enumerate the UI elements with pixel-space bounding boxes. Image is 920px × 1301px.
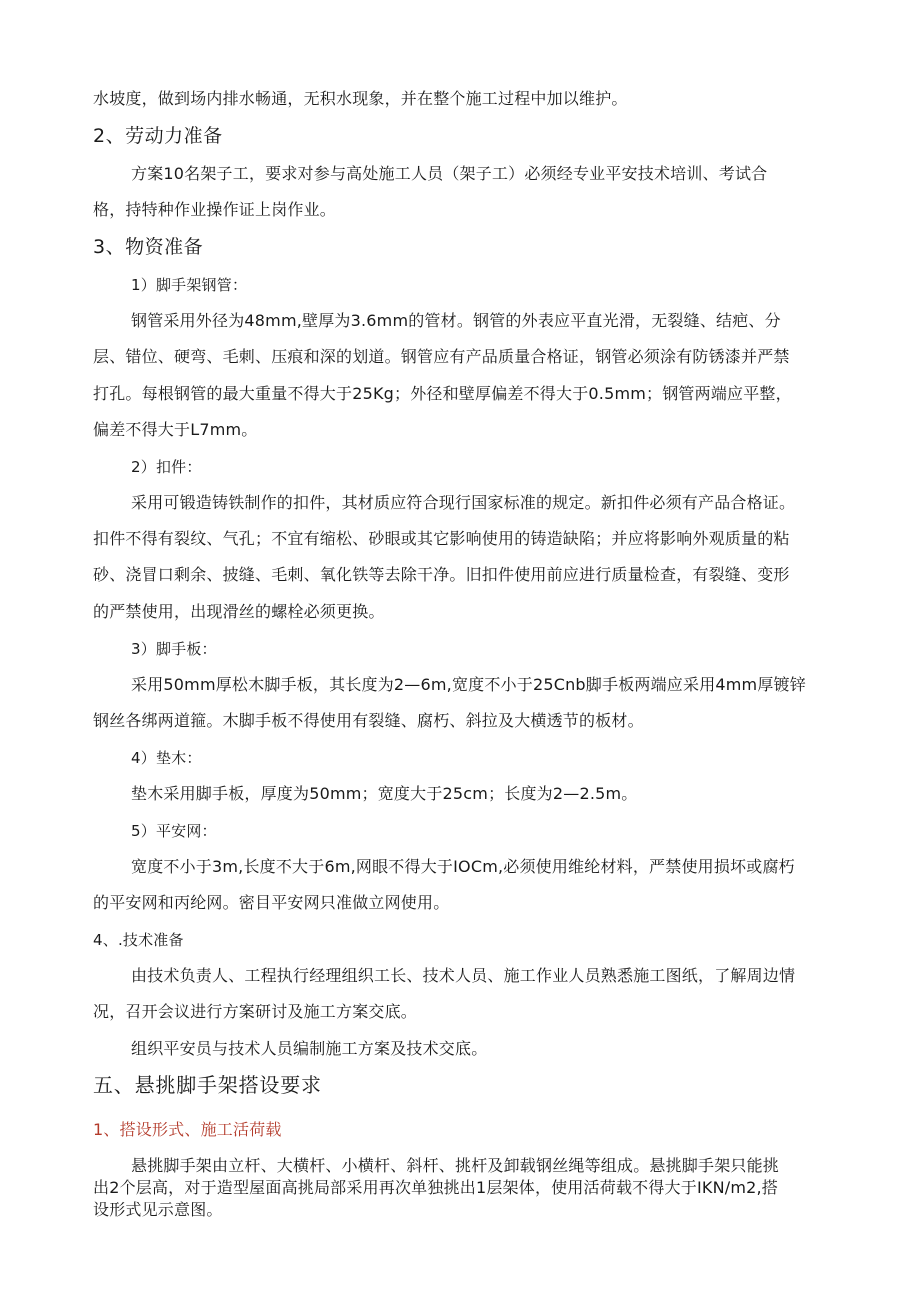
text-line: 设形式见示意图。 xyxy=(93,1200,223,1219)
text-line: 的平安网和丙纶网。密目平安网只准做立网使用。 xyxy=(93,893,450,912)
section-heading: 4、.技术准备 xyxy=(93,931,184,949)
text-line: 出2个层高，对于造型屋面高挑局部采用再次单独挑出1层架体，使用活荷载不得大于IKN∕m2,搭 xyxy=(93,1178,778,1197)
text-line: 组织平安员与技术人员编制施工方案及技术交底。 xyxy=(131,1039,488,1058)
text-line: 况，召开会议进行方案研讨及施工方案交底。 xyxy=(93,1002,418,1021)
subsection-label: 5）平安网： xyxy=(131,822,217,840)
text-line: 采用可锻造铸铁制作的扣件，其材质应符合现行国家标准的规定。新扣件必须有产品合格证。 xyxy=(131,493,796,512)
subsection-label: 2）扣件： xyxy=(131,458,202,476)
text-line: 砂、浇冒口剩余、披缝、毛刺、氧化铁等去除干净。旧扣件使用前应进行质量检查，有裂缝、变形 xyxy=(93,565,790,584)
subsection-heading: 1、搭设形式、施工活荷载 xyxy=(93,1120,282,1139)
section-heading: 3、物资准备 xyxy=(93,236,204,258)
text-line: 垫木采用脚手板，厚度为50mm；宽度大于25cm；长度为2—2.5m。 xyxy=(131,784,638,803)
text-line: 由技术负责人、工程执行经理组织工长、技术人员、施工作业人员熟悉施工图纸，了解周边情 xyxy=(131,966,796,985)
text-line: 采用50mm厚松木脚手板，其长度为2—6m,宽度不小于25Cnb脚手板两端应采用4mm厚镀锌 xyxy=(131,675,806,694)
text-line: 宽度不小于3m,长度不大于6m,网眼不得大于IOCm,必须使用维纶材料，严禁使用损坏或腐朽 xyxy=(131,857,795,876)
subsection-label: 3）脚手板： xyxy=(131,640,217,658)
text-line: 格，持特种作业操作证上岗作业。 xyxy=(93,200,337,219)
text-line: 偏差不得大于L7mm。 xyxy=(93,420,258,439)
text-line: 方案10名架子工，要求对参与高处施工人员（架子工）必须经专业平安技术培训、考试合 xyxy=(131,164,768,183)
text-line: 钢管采用外径为48mm,壁厚为3.6mm的管材。钢管的外表应平直光滑，无裂缝、结疤、分 xyxy=(131,311,781,330)
chapter-heading: 五、悬挑脚手架搭设要求 xyxy=(93,1073,322,1097)
text-line: 扣件不得有裂纹、气孔；不宜有缩松、砂眼或其它影响使用的铸造缺陷；并应将影响外观质量的粘 xyxy=(93,529,790,548)
text-line: 悬挑脚手架由立杆、大横杆、小横杆、斜杆、挑杆及卸载钢丝绳等组成。悬挑脚手架只能挑 xyxy=(131,1156,780,1175)
text-line: 钢丝各绑两道箍。木脚手板不得使用有裂缝、腐朽、斜拉及大横透节的板材。 xyxy=(93,711,644,730)
subsection-label: 1）脚手架钢管： xyxy=(131,276,248,294)
text-line: 层、错位、硬弯、毛刺、压痕和深的划道。钢管应有产品质量合格证，钢管必须涂有防锈漆并严禁 xyxy=(93,347,790,366)
text-line: 水坡度，做到场内排水畅通，无积水现象，并在整个施工过程中加以维护。 xyxy=(93,89,628,108)
subsection-label: 4）垫木： xyxy=(131,749,202,767)
section-heading: 2、劳动力准备 xyxy=(93,125,223,147)
text-line: 打孔。每根钢管的最大重量不得大于25Kg；外径和壁厚偏差不得大于0.5mm；钢管两端应平整， xyxy=(93,384,792,403)
text-line: 的严禁使用，出现滑丝的螺栓必须更换。 xyxy=(93,602,385,621)
